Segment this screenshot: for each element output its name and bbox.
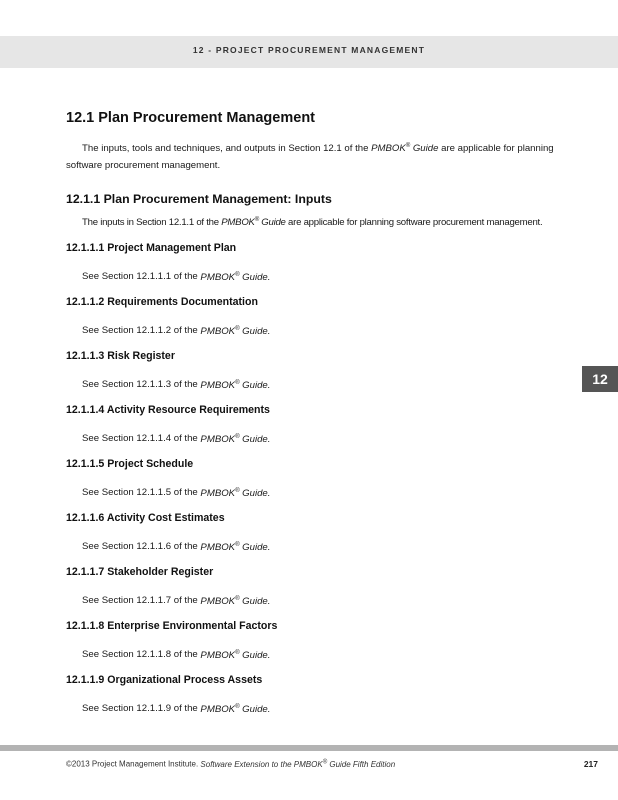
item-heading: 12.1.1.8 Enterprise Environmental Factors (66, 620, 278, 633)
item-heading: 12.1.1.4 Activity Resource Requirements (66, 404, 270, 417)
running-header: 12 - PROJECT PROCUREMENT MANAGEMENT (192, 45, 426, 55)
subsection-intro: The inputs in Section 12.1.1 of the PMBOK® Guide are applicable for planning software procurement management. (82, 217, 543, 229)
item-reference: See Section 12.1.1.6 of the PMBOK® Guide. (82, 541, 271, 553)
subsection-title: 12.1.1 Plan Procurement Management: Inputs (66, 192, 332, 207)
item-reference: See Section 12.1.1.3 of the PMBOK® Guide. (82, 379, 271, 391)
item-reference: See Section 12.1.1.4 of the PMBOK® Guide. (82, 433, 271, 445)
input-items-list (66, 242, 566, 715)
item-reference: See Section 12.1.1.7 of the PMBOK® Guide. (82, 595, 271, 607)
main-content (66, 110, 566, 728)
item-heading: 12.1.1.3 Risk Register (66, 350, 175, 363)
section-title: 12.1 Plan Procurement Management (66, 110, 315, 126)
section-intro: The inputs, tools and techniques, and outputs in Section 12.1 of the PMBOK® Guide are applicable for planning software procurement management. (66, 143, 554, 172)
page-number: 217 (583, 759, 598, 769)
item-reference: See Section 12.1.1.5 of the PMBOK® Guide. (82, 487, 271, 499)
item-reference: See Section 12.1.1.9 of the PMBOK® Guide. (82, 703, 271, 715)
footer-band (0, 745, 618, 751)
item-reference: See Section 12.1.1.8 of the PMBOK® Guide. (82, 649, 271, 661)
item-reference: See Section 12.1.1.2 of the PMBOK® Guide. (82, 325, 271, 337)
item-reference: See Section 12.1.1.1 of the PMBOK® Guide. (82, 271, 271, 283)
item-heading: 12.1.1.5 Project Schedule (66, 458, 194, 471)
chapter-tab: 12 (582, 366, 618, 392)
item-heading: 12.1.1.2 Requirements Documentation (66, 296, 258, 309)
footer-copyright: ©2013 Project Management Institute. Software Extension to the PMBOK® Guide Fifth Edition (66, 759, 396, 769)
item-heading: 12.1.1.7 Stakeholder Register (66, 566, 214, 579)
item-heading: 12.1.1.1 Project Management Plan (66, 242, 237, 255)
item-heading: 12.1.1.9 Organizational Process Assets (66, 674, 263, 687)
item-heading: 12.1.1.6 Activity Cost Estimates (66, 512, 225, 525)
